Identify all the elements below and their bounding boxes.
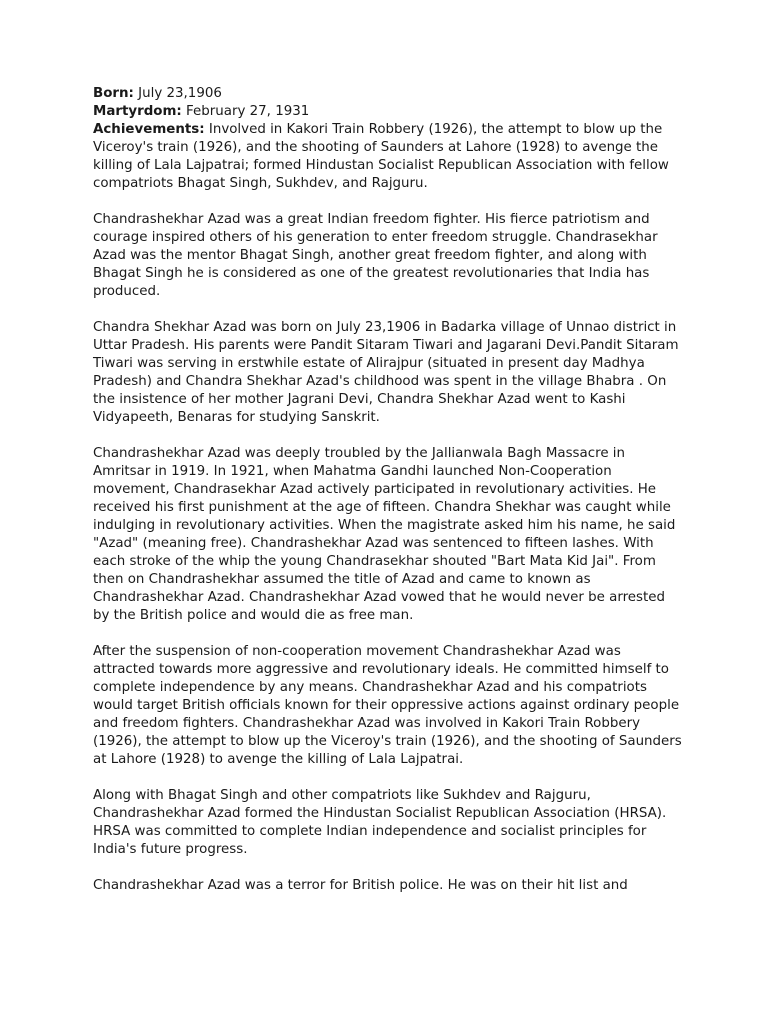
document-page: [93, 85, 683, 913]
paragraph-hrsa: Along with Bhagat Singh and other compatriots like Sukhdev and Rajguru, Chandrashekhar Azad formed the Hindustan Socialist Republican Association (HRSA). HRSA was committed to complete Indian independence and socialist principles for India's future progress.: [93, 788, 667, 857]
biography-summary: [93, 85, 683, 193]
martyrdom-value: February 27, 1931: [181, 104, 310, 119]
born-line: [93, 85, 683, 103]
born-value: July 23,1906: [133, 86, 222, 101]
paragraph-introduction: Chandrashekhar Azad was a great Indian freedom fighter. His fierce patriotism and courage inspired others of his generation to enter freedom struggle. Chandrasekhar Azad was the mentor Bhagat Singh, another great freedom fighter, and along with Bhagat Singh he is considered as one of the greatest revolutionaries that India has produced.: [93, 212, 658, 299]
paragraph-terror-for-police: Chandrashekhar Azad was a terror for British police. He was on their hit list and: [93, 878, 628, 893]
paragraph-early-life: Chandra Shekhar Azad was born on July 23,1906 in Badarka village of Unnao district in Uttar Pradesh. His parents were Pandit Sitaram Tiwari and Jagarani Devi.Pandit Sitaram Tiwari was serving in erstwhile estate of Alirajpur (situated in present day Madhya Pradesh) and Chandra Shekhar Azad's childhood was spent in the village Bhabra . On the insistence of her mother Jagrani Devi, Chandra Shekhar Azad went to Kashi Vidyapeeth, Benaras for studying Sanskrit.: [93, 320, 679, 425]
achievements-label: Achievements:: [93, 122, 205, 137]
martyrdom-line: [93, 103, 683, 121]
achievements-line: [93, 121, 683, 193]
paragraph-revolutionary-ideals: After the suspension of non-cooperation movement Chandrashekhar Azad was attracted towards more aggressive and revolutionary ideals. He committed himself to complete independence by any means. Chandrashekhar Azad and his compatriots would target British officials known for their oppressive actions against ordinary people and freedom fighters. Chandrashekhar Azad was involved in Kakori Train Robbery (1926), the attempt to blow up the Viceroy's train (1926), and the shooting of Saunders at Lahore (1928) to avenge the killing of Lala Lajpatrai.: [93, 644, 682, 767]
born-label: Born:: [93, 86, 134, 101]
martyrdom-label: Martyrdom:: [93, 104, 182, 119]
paragraph-non-cooperation: Chandrashekhar Azad was deeply troubled by the Jallianwala Bagh Massacre in Amritsar in 1919. In 1921, when Mahatma Gandhi launched Non-Cooperation movement, Chandrasekhar Azad actively participated in revolutionary activities. He received his first punishment at the age of fifteen. Chandra Shekhar was caught while indulging in revolutionary activities. When the magistrate asked him his name, he said "Azad" (meaning free). Chandrashekhar Azad was sentenced to fifteen lashes. With each stroke of the whip the young Chandrasekhar shouted "Bart Mata Kid Jai". From then on Chandrashekhar assumed the title of Azad and came to known as Chandrashekhar Azad. Chandrashekhar Azad vowed that he would never be arrested by the British police and would die as free man.: [93, 446, 676, 623]
achievements-value: Involved in Kakori Train Robbery (1926), the attempt to blow up the Viceroy's train (1926), and the shooting of Saunders at Lahore (1928) to avenge the killing of Lala Lajpatrai; formed Hindustan Socialist Republican Association with fellow compatriots Bhagat Singh, Sukhdev, and Rajguru.: [93, 122, 669, 191]
